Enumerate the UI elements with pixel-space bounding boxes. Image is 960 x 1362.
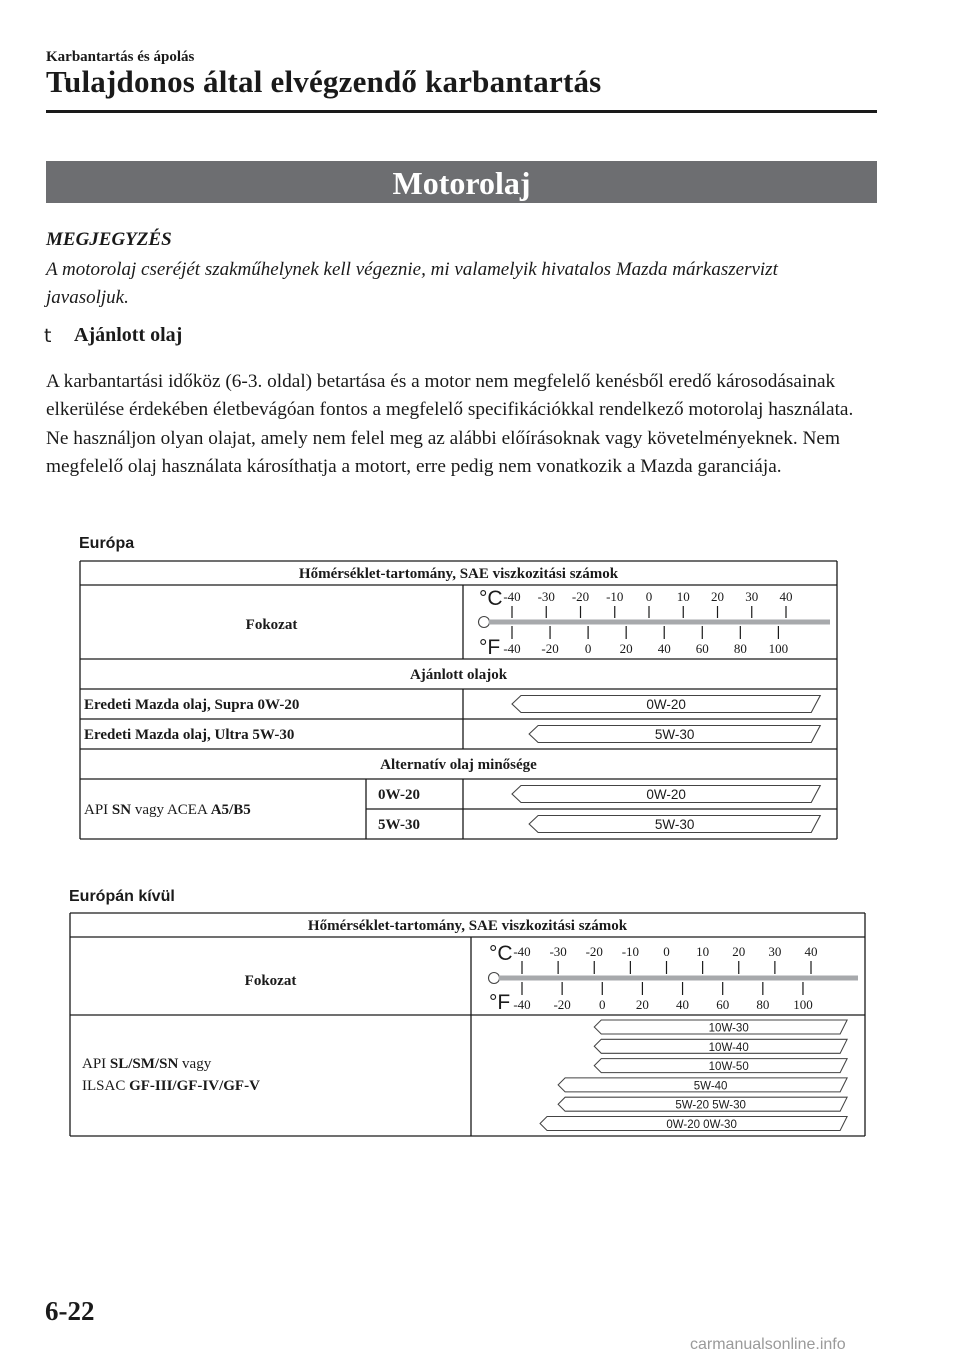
fahrenheit-tick-label: 0 — [599, 997, 606, 1012]
spec-line-2: ILSAC GF-III/GF-IV/GF-V — [82, 1078, 260, 1094]
fahrenheit-tick-label: 40 — [676, 997, 690, 1012]
grade-bar-label: 10W-40 — [708, 1041, 749, 1054]
note-title: MEGJEGYZÉS — [46, 229, 172, 250]
fahrenheit-tick-label: -40 — [503, 641, 521, 656]
grade-bar-label: 5W-20 5W-30 — [675, 1099, 746, 1112]
grade-bar-label: 5W-30 — [654, 817, 695, 832]
body-paragraph: A karbantartási időköz (6-3. oldal) betartása és a motor nem megfelelő kenésből eredő károsodásainak elkerülése érdekében életbevágóan fontos a megfelelő specifikációkkal rendelkező motorolaj használata. Ne használjon olyan olajat, amely nem felel meg az alábbi előírásoknak vagy követelményeknek. Nem megfelelő olaj használata károsíthatja a motort, erre pedig nem vonatkozik a Mazda garanciája. — [46, 371, 854, 477]
thermometer-bulb — [489, 973, 500, 984]
celsius-tick-label: -20 — [571, 589, 590, 604]
fahrenheit-unit: °F — [489, 991, 511, 1014]
fahrenheit-tick-label: -20 — [553, 997, 571, 1012]
fahrenheit-tick-label: 20 — [619, 641, 633, 656]
celsius-tick-label: 0 — [663, 944, 670, 959]
alternative-grade-label: 0W-20 — [378, 787, 420, 803]
table-header-europe: Hőmérséklet-tartomány, SAE viszkozitási számok — [298, 566, 619, 582]
alternative-spec: API SN vagy ACEA A5/B5 — [84, 802, 251, 818]
note-text: A motorolaj cseréjét szakműhelynek kell végeznie, mi valamelyik hivatalos Mazda márkaszervizt javasoljuk. — [46, 259, 778, 308]
fahrenheit-tick-label: 40 — [657, 641, 671, 656]
thermometer-bulb — [479, 617, 490, 628]
celsius-tick-label: 20 — [732, 944, 746, 959]
celsius-unit: °C — [479, 587, 503, 610]
fahrenheit-tick-label: 60 — [716, 997, 730, 1012]
fahrenheit-tick-label: 80 — [733, 641, 747, 656]
fahrenheit-tick-label: -40 — [513, 997, 531, 1012]
fahrenheit-tick-label: 20 — [635, 997, 649, 1012]
table-header-outside: Hőmérséklet-tartomány, SAE viszkozitási számok — [307, 918, 628, 934]
fahrenheit-tick-label: 100 — [768, 641, 789, 656]
page-number: 6-22 — [45, 1296, 95, 1326]
fahrenheit-tick-label: 60 — [695, 641, 709, 656]
thermometer-bar — [499, 976, 858, 981]
celsius-tick-label: 10 — [676, 589, 690, 604]
celsius-tick-label: 30 — [745, 589, 759, 604]
grade-bar-label: 0W-20 — [646, 697, 686, 712]
celsius-tick-label: -10 — [606, 589, 624, 604]
fahrenheit-tick-label: 100 — [793, 997, 813, 1012]
celsius-tick-label: -30 — [549, 944, 567, 959]
region-label-europe: Európa — [79, 535, 135, 552]
recommended-oil-name: Eredeti Mazda olaj, Supra 0W-20 — [84, 697, 300, 713]
recommended-oil-name: Eredeti Mazda olaj, Ultra 5W-30 — [84, 727, 295, 743]
celsius-unit: °C — [489, 942, 513, 965]
grade-bar-label: 10W-30 — [708, 1022, 749, 1035]
watermark: carmanualsonline.info — [690, 1336, 846, 1353]
grade-bar-label: 0W-20 — [646, 787, 686, 802]
thermometer-bar — [489, 620, 830, 625]
grade-bar-label: 10W-50 — [708, 1061, 749, 1074]
celsius-tick-label: -40 — [503, 589, 521, 604]
bullet-icon: t — [44, 325, 52, 347]
celsius-tick-label: -20 — [585, 944, 603, 959]
grade-label-europe: Fokozat — [245, 617, 298, 633]
region-label-outside: Európán kívül — [69, 888, 175, 905]
fahrenheit-tick-label: 80 — [756, 997, 770, 1012]
subsection-title: Ajánlott olaj — [74, 324, 183, 346]
recommended-header: Ajánlott olajok — [409, 667, 508, 683]
celsius-tick-label: -30 — [537, 589, 555, 604]
celsius-tick-label: 30 — [768, 944, 782, 959]
section-banner: Motorolaj — [46, 161, 877, 203]
alternative-grade-label: 5W-30 — [378, 817, 420, 833]
page-title: Tulajdonos által elvégzendő karbantartás — [46, 64, 602, 99]
grade-bar-label: 5W-40 — [693, 1080, 728, 1093]
section-label: Karbantartás és ápolás — [46, 49, 195, 65]
celsius-tick-label: 20 — [711, 589, 724, 604]
grade-label-outside: Fokozat — [244, 973, 297, 989]
fahrenheit-tick-label: -20 — [541, 641, 559, 656]
celsius-tick-label: -10 — [621, 944, 640, 959]
celsius-tick-label: -40 — [513, 944, 531, 959]
fahrenheit-unit: °F — [479, 636, 501, 659]
celsius-tick-label: 0 — [645, 589, 653, 604]
alternative-header: Alternatív olaj minősége — [380, 757, 537, 773]
fahrenheit-tick-label: 0 — [584, 641, 592, 656]
celsius-tick-label: 10 — [696, 944, 710, 959]
grade-bar-label: 0W-20 0W-30 — [666, 1119, 737, 1131]
grade-bar-label: 5W-30 — [654, 727, 695, 742]
celsius-tick-label: 40 — [804, 944, 818, 959]
spec-line-1: API SL/SM/SN vagy — [82, 1056, 212, 1072]
celsius-tick-label: 40 — [779, 589, 793, 604]
